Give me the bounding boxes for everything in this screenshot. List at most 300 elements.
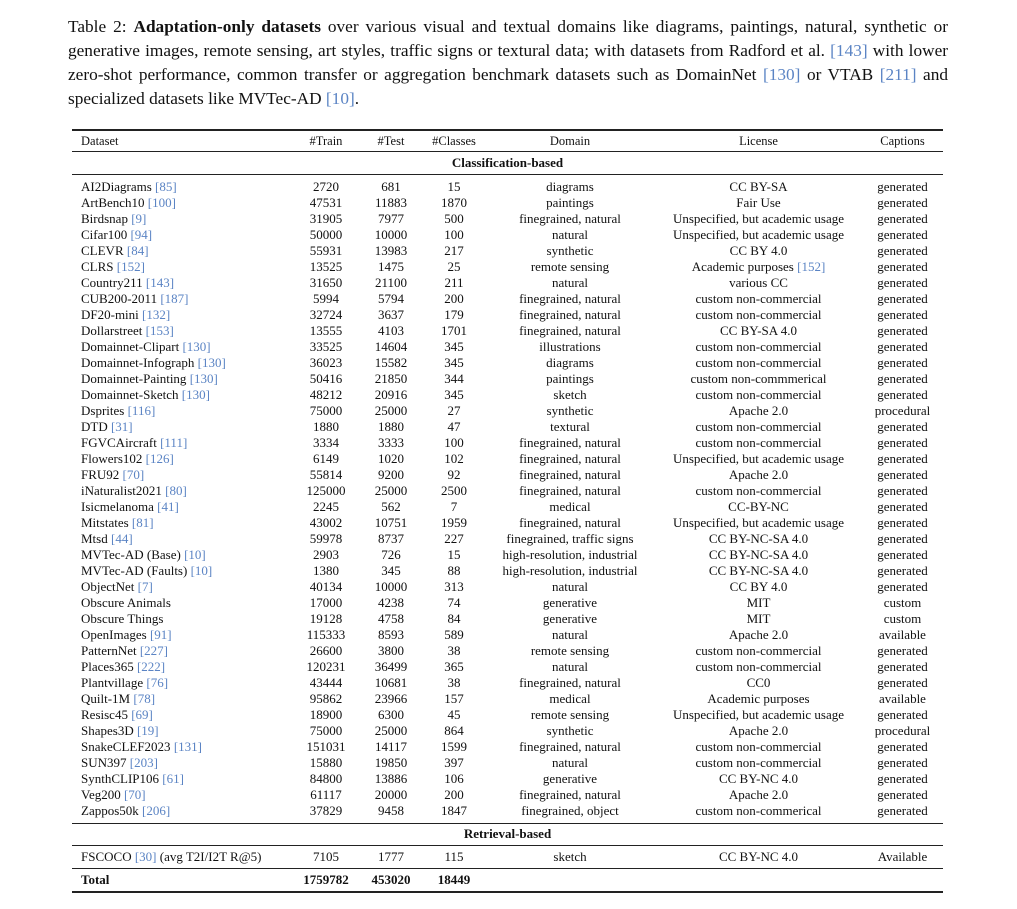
domain: diagrams [546, 179, 594, 194]
dataset-name-cell [81, 403, 293, 419]
table-row [72, 643, 943, 659]
citation-link[interactable]: [227] [139, 643, 169, 658]
dataset-name: MVTec-AD (Faults) [81, 563, 188, 578]
citation-link[interactable]: [69] [131, 707, 153, 722]
dataset-name-cell [81, 227, 293, 243]
table-row [72, 723, 943, 739]
class-count: 84 [447, 611, 461, 626]
license-cell [656, 643, 861, 659]
citation-link[interactable]: [70] [122, 467, 145, 482]
train-count: 18900 [309, 707, 343, 722]
citation-link[interactable]: [152] [797, 259, 826, 274]
license: CC0 [746, 675, 771, 690]
class-count: 7 [450, 499, 458, 514]
citation-link[interactable]: [78] [133, 691, 156, 706]
table-row [72, 547, 943, 563]
license: Unspecified, but academic usage [672, 515, 845, 530]
train-count: 31905 [309, 211, 343, 226]
domain: medical [549, 499, 591, 514]
table-row [72, 259, 943, 275]
license-cell [656, 227, 861, 243]
citation-link[interactable]: [130] [182, 339, 211, 354]
citation-link[interactable]: [41] [157, 499, 179, 514]
citation-link[interactable]: [130] [763, 65, 801, 84]
dataset-name-cell [81, 531, 293, 547]
train-count: 125000 [306, 483, 346, 498]
captions: generated [877, 419, 928, 434]
captions: procedural [874, 403, 931, 418]
citation-link[interactable]: [91] [149, 627, 172, 642]
captions: generated [877, 291, 928, 306]
caption-text: Table 2: [68, 17, 134, 36]
section-classification: Classification-based [451, 155, 564, 170]
license-cell [656, 483, 861, 499]
captions: generated [877, 243, 928, 258]
train-count: 151031 [306, 739, 346, 754]
license-cell [656, 499, 861, 515]
license: Unspecified, but academic usage [672, 451, 845, 466]
captions: generated [877, 483, 928, 498]
domain: sketch [553, 849, 587, 864]
dataset-name-cell [81, 563, 293, 579]
domain: finegrained, natural [519, 483, 621, 498]
dataset-name-cell [81, 755, 293, 771]
citation-link[interactable]: [126] [145, 451, 174, 466]
citation-link[interactable]: [80] [165, 483, 187, 498]
class-count: 100 [444, 435, 464, 450]
license: custom non-commercial [695, 435, 822, 450]
table-row [72, 803, 943, 819]
header-captions: Captions [880, 134, 925, 148]
table-row [72, 371, 943, 387]
license: Apache 2.0 [728, 723, 789, 738]
citation-link[interactable]: [44] [110, 531, 133, 546]
citation-link[interactable]: [211] [879, 65, 917, 84]
domain: natural [551, 659, 589, 674]
dataset-name-cell [81, 483, 293, 499]
table-row [72, 739, 943, 755]
dataset-name: Resisc45 [81, 707, 128, 722]
license: Academic purposes [707, 691, 810, 706]
domain: synthetic [546, 243, 594, 258]
dataset-name: AI2Diagrams [81, 179, 152, 194]
domain: finegrained, traffic signs [506, 531, 634, 546]
citation-link[interactable]: [222] [136, 659, 166, 674]
class-count: 38 [447, 643, 461, 658]
test-count: 9458 [378, 803, 404, 818]
captions: generated [877, 355, 928, 370]
domain: natural [551, 227, 589, 242]
train-count: 120231 [306, 659, 346, 674]
captions: procedural [874, 723, 931, 738]
license-cell [656, 467, 861, 483]
train-count: 2720 [313, 179, 339, 194]
citation-link[interactable]: [70] [123, 787, 146, 802]
table-row [72, 355, 943, 371]
license-cell [656, 387, 861, 403]
citation-link[interactable]: [30] [134, 849, 157, 864]
citation-link[interactable]: [7] [137, 579, 153, 594]
test-count: 25000 [374, 483, 408, 498]
dataset-name-cell [81, 419, 293, 435]
table-row [72, 849, 943, 865]
license-cell [656, 755, 861, 771]
dataset-name: ArtBench10 [81, 195, 145, 210]
header-domain: Domain [549, 134, 591, 148]
license-cell [656, 419, 861, 435]
table-row [72, 419, 943, 435]
license-cell [656, 355, 861, 371]
domain: diagrams [546, 355, 594, 370]
license: Academic purposes [691, 259, 794, 274]
citation-link[interactable]: [10] [325, 89, 355, 108]
license-cell [656, 691, 861, 707]
table-row [72, 387, 943, 403]
test-count: 1475 [378, 259, 404, 274]
train-count: 48212 [309, 387, 343, 402]
header-dataset: Dataset [81, 134, 119, 148]
license: MIT [746, 611, 771, 626]
table-row [72, 195, 943, 211]
license-cell [656, 195, 861, 211]
dataset-name-cell [81, 307, 293, 323]
class-count: 25 [447, 259, 461, 274]
class-count: 864 [444, 723, 464, 738]
captions: Available [877, 849, 928, 864]
dataset-name-cell [81, 707, 293, 723]
citation-link[interactable]: [187] [160, 291, 189, 306]
license: custom non-commercial [695, 659, 822, 674]
license: custom non-commmerical [690, 371, 827, 386]
citation-link[interactable]: [10] [190, 563, 213, 578]
citation-link[interactable]: [206] [142, 803, 171, 818]
class-count: 227 [444, 531, 464, 546]
class-count: 1847 [441, 803, 467, 818]
class-count: 179 [444, 307, 464, 322]
train-count: 75000 [309, 403, 343, 418]
table-row [72, 275, 943, 291]
captions: custom [883, 595, 922, 610]
citation-link[interactable]: [94] [130, 227, 153, 242]
class-count: 345 [444, 355, 464, 370]
dataset-name: Plantvillage [81, 675, 144, 690]
dataset-name: OpenImages [81, 627, 147, 642]
class-count: 27 [447, 403, 461, 418]
test-count: 36499 [374, 659, 408, 674]
train-count: 33525 [309, 339, 343, 354]
captions: generated [877, 307, 928, 322]
dataset-name: Mitstates [81, 515, 129, 530]
train-count: 95862 [309, 691, 343, 706]
domain: generative [542, 771, 598, 786]
license: CC BY 4.0 [729, 243, 788, 258]
captions: generated [877, 707, 928, 722]
total-classes: 18449 [437, 872, 471, 887]
train-count: 43444 [309, 675, 343, 690]
license-cell [656, 323, 861, 339]
dataset-name-cell [81, 595, 293, 611]
dataset-name-cell [81, 499, 293, 515]
captions: generated [877, 211, 928, 226]
domain: natural [551, 755, 589, 770]
train-count: 17000 [309, 595, 343, 610]
test-count: 6300 [378, 707, 404, 722]
dataset-name: Zappos50k [81, 803, 139, 818]
license: CC BY-NC-SA 4.0 [708, 563, 809, 578]
dataset-name: Shapes3D [81, 723, 134, 738]
dataset-name: CLRS [81, 259, 114, 274]
class-count: 313 [444, 579, 464, 594]
license-cell [656, 435, 861, 451]
class-count: 500 [444, 211, 464, 226]
captions: generated [877, 579, 928, 594]
train-count: 13555 [309, 323, 343, 338]
dataset-name-cell [81, 739, 293, 755]
license-cell [656, 803, 861, 819]
citation-link[interactable]: [84] [126, 243, 149, 258]
captions: generated [877, 755, 928, 770]
captions: generated [877, 451, 928, 466]
table-row [72, 339, 943, 355]
citation-link[interactable]: [116] [127, 403, 156, 418]
train-count: 84800 [309, 771, 343, 786]
dataset-name-cell [81, 579, 293, 595]
citation-link[interactable]: [203] [129, 755, 158, 770]
captions: generated [877, 435, 928, 450]
dataset-name-cell [81, 435, 293, 451]
train-count: 1880 [313, 419, 339, 434]
test-count: 20000 [374, 787, 408, 802]
train-count: 61117 [310, 787, 342, 802]
citation-link[interactable]: [19] [136, 723, 159, 738]
table-row [72, 291, 943, 307]
citation-link[interactable]: [85] [155, 179, 177, 194]
citation-link[interactable]: [61] [162, 771, 184, 786]
captions: generated [877, 675, 928, 690]
header-classes: #Classes [432, 134, 476, 148]
license-cell [656, 515, 861, 531]
table-row [72, 179, 943, 195]
citation-link[interactable]: [130] [189, 371, 218, 386]
captions: generated [877, 787, 928, 802]
captions: available [879, 627, 926, 642]
table-row [72, 659, 943, 675]
header-row [72, 133, 943, 149]
train-count: 43002 [309, 515, 343, 530]
class-count: 345 [444, 387, 464, 402]
class-count: 74 [447, 595, 461, 610]
captions: generated [877, 227, 928, 242]
table-row [72, 579, 943, 595]
license-cell [656, 611, 861, 627]
citation-link[interactable]: [9] [131, 211, 147, 226]
train-count: 55814 [309, 467, 343, 482]
citation-link[interactable]: [153] [145, 323, 174, 338]
domain: synthetic [546, 403, 594, 418]
dataset-name: Veg200 [81, 787, 121, 802]
domain: paintings [546, 195, 594, 210]
top-rule [72, 129, 943, 131]
test-count: 4103 [378, 323, 404, 338]
citation-link[interactable]: [130] [197, 355, 226, 370]
test-count: 20916 [374, 387, 408, 402]
table-row [72, 451, 943, 467]
table-row [72, 227, 943, 243]
citation-link[interactable]: [143] [145, 275, 175, 290]
captions: generated [877, 531, 928, 546]
domain: natural [551, 275, 589, 290]
test-count: 14604 [374, 339, 408, 354]
train-count: 31650 [309, 275, 343, 290]
license-cell [656, 563, 861, 579]
total-rule [72, 868, 943, 869]
class-count: 589 [444, 627, 464, 642]
test-count: 1777 [378, 849, 404, 864]
domain: finegrained, natural [519, 323, 621, 338]
table-row [72, 627, 943, 643]
domain: synthetic [546, 723, 594, 738]
table-row [72, 403, 943, 419]
caption-text: . [354, 89, 360, 108]
citation-link[interactable]: [10] [184, 547, 206, 562]
class-count: 344 [444, 371, 464, 386]
citation-link[interactable]: [76] [146, 675, 169, 690]
dataset-name: FGVCAircraft [81, 435, 157, 450]
dataset-name: Obscure Animals [81, 595, 171, 610]
citation-link[interactable]: [111] [160, 435, 188, 450]
train-count: 2245 [313, 499, 339, 514]
dataset-name-cell [81, 195, 293, 211]
test-count: 7977 [378, 211, 404, 226]
class-count: 211 [444, 275, 464, 290]
license-cell [656, 179, 861, 195]
train-count: 50000 [309, 227, 343, 242]
captions: generated [877, 659, 928, 674]
class-count: 92 [447, 467, 461, 482]
train-count: 13525 [309, 259, 343, 274]
dataset-name: DTD [81, 419, 108, 434]
dataset-name-cell [81, 179, 293, 195]
test-count: 11883 [374, 195, 408, 210]
train-count: 2903 [313, 547, 339, 562]
dataset-name-cell [81, 467, 293, 483]
dataset-name: Domainnet-Clipart [81, 339, 180, 354]
dataset-name: MVTec-AD (Base) [81, 547, 181, 562]
dataset-name-cell [81, 547, 293, 563]
test-count: 1880 [378, 419, 404, 434]
citation-link[interactable]: [131] [173, 739, 202, 754]
table-caption [68, 15, 948, 111]
class-count: 38 [447, 675, 461, 690]
dataset-name: Dsprites [81, 403, 125, 418]
captions: generated [877, 739, 928, 754]
train-count: 1380 [313, 563, 339, 578]
class-count: 15 [447, 547, 461, 562]
test-count: 19850 [374, 755, 408, 770]
test-count: 13886 [374, 771, 408, 786]
dataset-name-cell [81, 211, 293, 227]
dataset-name-cell [81, 659, 293, 675]
citation-link[interactable]: [130] [181, 387, 210, 402]
domain: natural [551, 627, 589, 642]
license-cell [656, 307, 861, 323]
domain: finegrained, natural [519, 211, 621, 226]
dataset-name: CLEVR [81, 243, 124, 258]
table-row [72, 243, 943, 259]
domain: generative [542, 611, 598, 626]
test-count: 1020 [378, 451, 404, 466]
table-row [72, 675, 943, 691]
dataset-name: DF20-mini [81, 307, 139, 322]
license: CC BY-NC-SA 4.0 [708, 531, 809, 546]
captions: custom [883, 611, 922, 626]
citation-link[interactable]: [100] [147, 195, 176, 210]
table-row [72, 691, 943, 707]
test-count: 25000 [374, 723, 408, 738]
captions: generated [877, 195, 928, 210]
test-count: 3333 [378, 435, 404, 450]
citation-link[interactable]: [143] [830, 41, 868, 60]
domain: finegrained, natural [519, 467, 621, 482]
dataset-name: SUN397 [81, 755, 127, 770]
test-count: 13983 [374, 243, 408, 258]
license-cell [656, 739, 861, 755]
license-cell [656, 675, 861, 691]
citation-link[interactable]: [132] [142, 307, 171, 322]
dataset-name-cell [81, 323, 293, 339]
license: CC BY 4.0 [729, 579, 788, 594]
header-train: #Train [309, 134, 343, 148]
table-row [72, 707, 943, 723]
captions: generated [877, 547, 928, 562]
citation-link[interactable]: [81] [131, 515, 154, 530]
dataset-name-cell [81, 627, 293, 643]
train-count: 36023 [309, 355, 343, 370]
class-count: 45 [447, 707, 461, 722]
test-count: 4238 [378, 595, 404, 610]
dataset-name-cell [81, 723, 293, 739]
test-count: 21100 [374, 275, 408, 290]
dataset-name: Quilt-1M [81, 691, 131, 706]
license: Fair Use [736, 195, 781, 210]
train-count: 15880 [309, 755, 343, 770]
dataset-name: Domainnet-Painting [81, 371, 187, 386]
table-row [72, 499, 943, 515]
domain: finegrained, natural [519, 739, 621, 754]
license-cell [656, 403, 861, 419]
test-count: 345 [381, 563, 401, 578]
dataset-name: Isicmelanoma [81, 499, 154, 514]
dataset-name-cell [81, 515, 293, 531]
domain: finegrained, natural [519, 675, 621, 690]
test-count: 4758 [378, 611, 404, 626]
domain: finegrained, natural [519, 787, 621, 802]
dataset-name: Domainnet-Sketch [81, 387, 179, 402]
header-license: License [739, 134, 778, 148]
table-row [72, 755, 943, 771]
header-rule [72, 151, 943, 152]
captions: generated [877, 803, 928, 818]
license-cell [656, 275, 861, 291]
citation-link[interactable]: [31] [110, 419, 133, 434]
license-cell [656, 547, 861, 563]
dataset-name-cell [81, 803, 293, 819]
caption-text: and specialized datasets like MVTec-AD [68, 65, 948, 108]
license: Apache 2.0 [728, 787, 789, 802]
train-count: 75000 [309, 723, 343, 738]
citation-link[interactable]: [152] [116, 259, 145, 274]
captions: generated [877, 323, 928, 338]
